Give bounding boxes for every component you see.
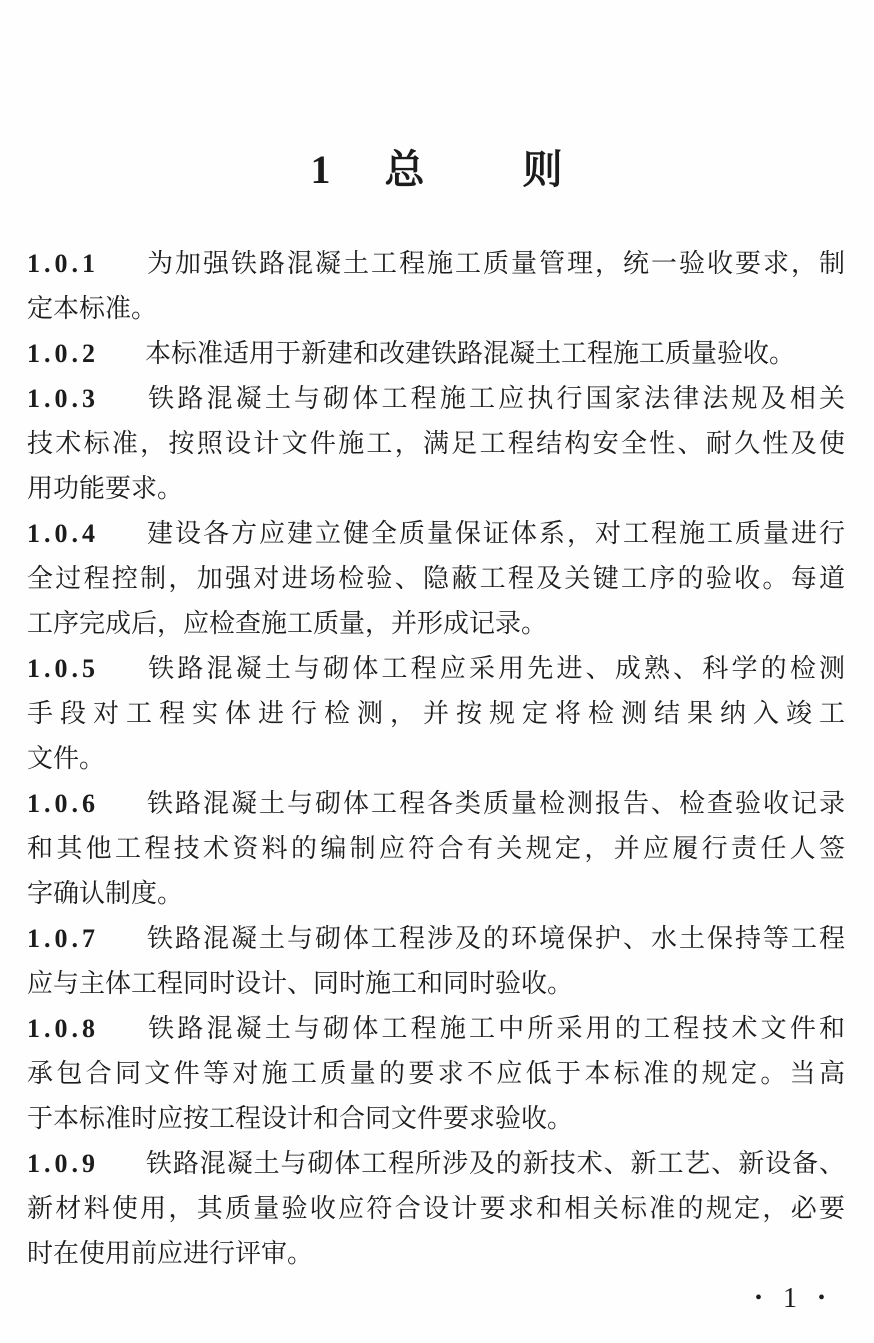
clause-number: 1.0.5 [27,654,99,683]
clause [27,916,845,1006]
clause-line [27,916,845,961]
clause-number: 1.0.9 [27,1149,99,1178]
document-body [0,241,874,1276]
clause-text: 本标准适用于新建和改建铁路混凝土工程施工质量验收。 [145,339,796,368]
clause-number: 1.0.2 [27,339,99,368]
clause-line [27,1006,845,1051]
clause-text: 建设各方应建立健全质量保证体系，对工程施工质量进行 [145,519,845,548]
clause-text: 铁路混凝土与砌体工程所涉及的新技术、新工艺、新设备、 [145,1149,845,1178]
clause-line: 全过程控制，加强对进场检验、隐蔽工程及关键工序的验收。每道 [27,564,845,593]
clause-line: 技术标准，按照设计文件施工，满足工程结构安全性、耐久性及使 [27,429,845,458]
clause-line: 于本标准时应按工程设计和合同文件要求验收。 [27,1104,574,1133]
clause-line [27,1141,845,1186]
clause-text: 铁路混凝土与砌体工程涉及的环境保护、水土保持等工程 [145,924,845,953]
clause-line: 用功能要求。 [27,474,184,503]
clause [27,331,845,376]
clause-number: 1.0.7 [27,924,99,953]
page-number: 1 [782,1283,797,1314]
clause [27,241,845,331]
clause-line [27,781,845,826]
chapter-title [0,0,874,190]
clause-number: 1.0.8 [27,1014,99,1043]
clause-text: 铁路混凝土与砌体工程各类质量检测报告、检查验收记录 [145,789,845,818]
clause-line: 时在使用前应进行评审。 [27,1239,314,1268]
clause [27,1141,845,1276]
clause-line: 文件。 [27,744,106,773]
clause-line: 新材料使用，其质量验收应符合设计要求和相关标准的规定，必要 [27,1194,845,1223]
footer-left-bullet-icon: • [754,1287,762,1309]
clause-line: 定本标准。 [27,294,158,323]
page-footer [755,1283,825,1314]
clause-number: 1.0.6 [27,789,99,818]
chapter-title-char-2: 则 [522,147,564,192]
clause-text: 铁路混凝土与砌体工程施工应执行国家法律法规及相关 [145,384,845,413]
clause [27,376,845,511]
clause-text: 铁路混凝土与砌体工程施工中所采用的工程技术文件和 [145,1014,845,1043]
clause-line [27,511,845,556]
clause-line: 应与主体工程同时设计、同时施工和同时验收。 [27,969,574,998]
clause-line: 工序完成后，应检查施工质量，并形成记录。 [27,609,548,638]
clause-number: 1.0.1 [27,249,99,278]
clause-number: 1.0.4 [27,519,99,548]
clause [27,511,845,646]
clause-line [27,241,845,286]
clause [27,646,845,781]
chapter-number: 1 [310,147,332,192]
clause [27,1006,845,1141]
footer-right-bullet-icon: • [817,1287,825,1309]
clause-line [27,331,845,376]
clause-line: 承包合同文件等对施工质量的要求不应低于本标准的规定。当高 [27,1059,845,1088]
clause-number: 1.0.3 [27,384,99,413]
clause-line: 字确认制度。 [27,879,184,908]
chapter-title-char-1: 总 [384,147,426,192]
clause-line [27,376,845,421]
clause-text: 为加强铁路混凝土工程施工质量管理，统一验收要求，制 [145,249,845,278]
clause-line [27,646,845,691]
clause [27,781,845,916]
clause-line: 和其他工程技术资料的编制应符合有关规定，并应履行责任人签 [27,834,845,863]
clause-text: 铁路混凝土与砌体工程应采用先进、成熟、科学的检测 [145,654,845,683]
clause-line: 手段对工程实体进行检测，并按规定将检测结果纳入竣工 [27,699,845,728]
